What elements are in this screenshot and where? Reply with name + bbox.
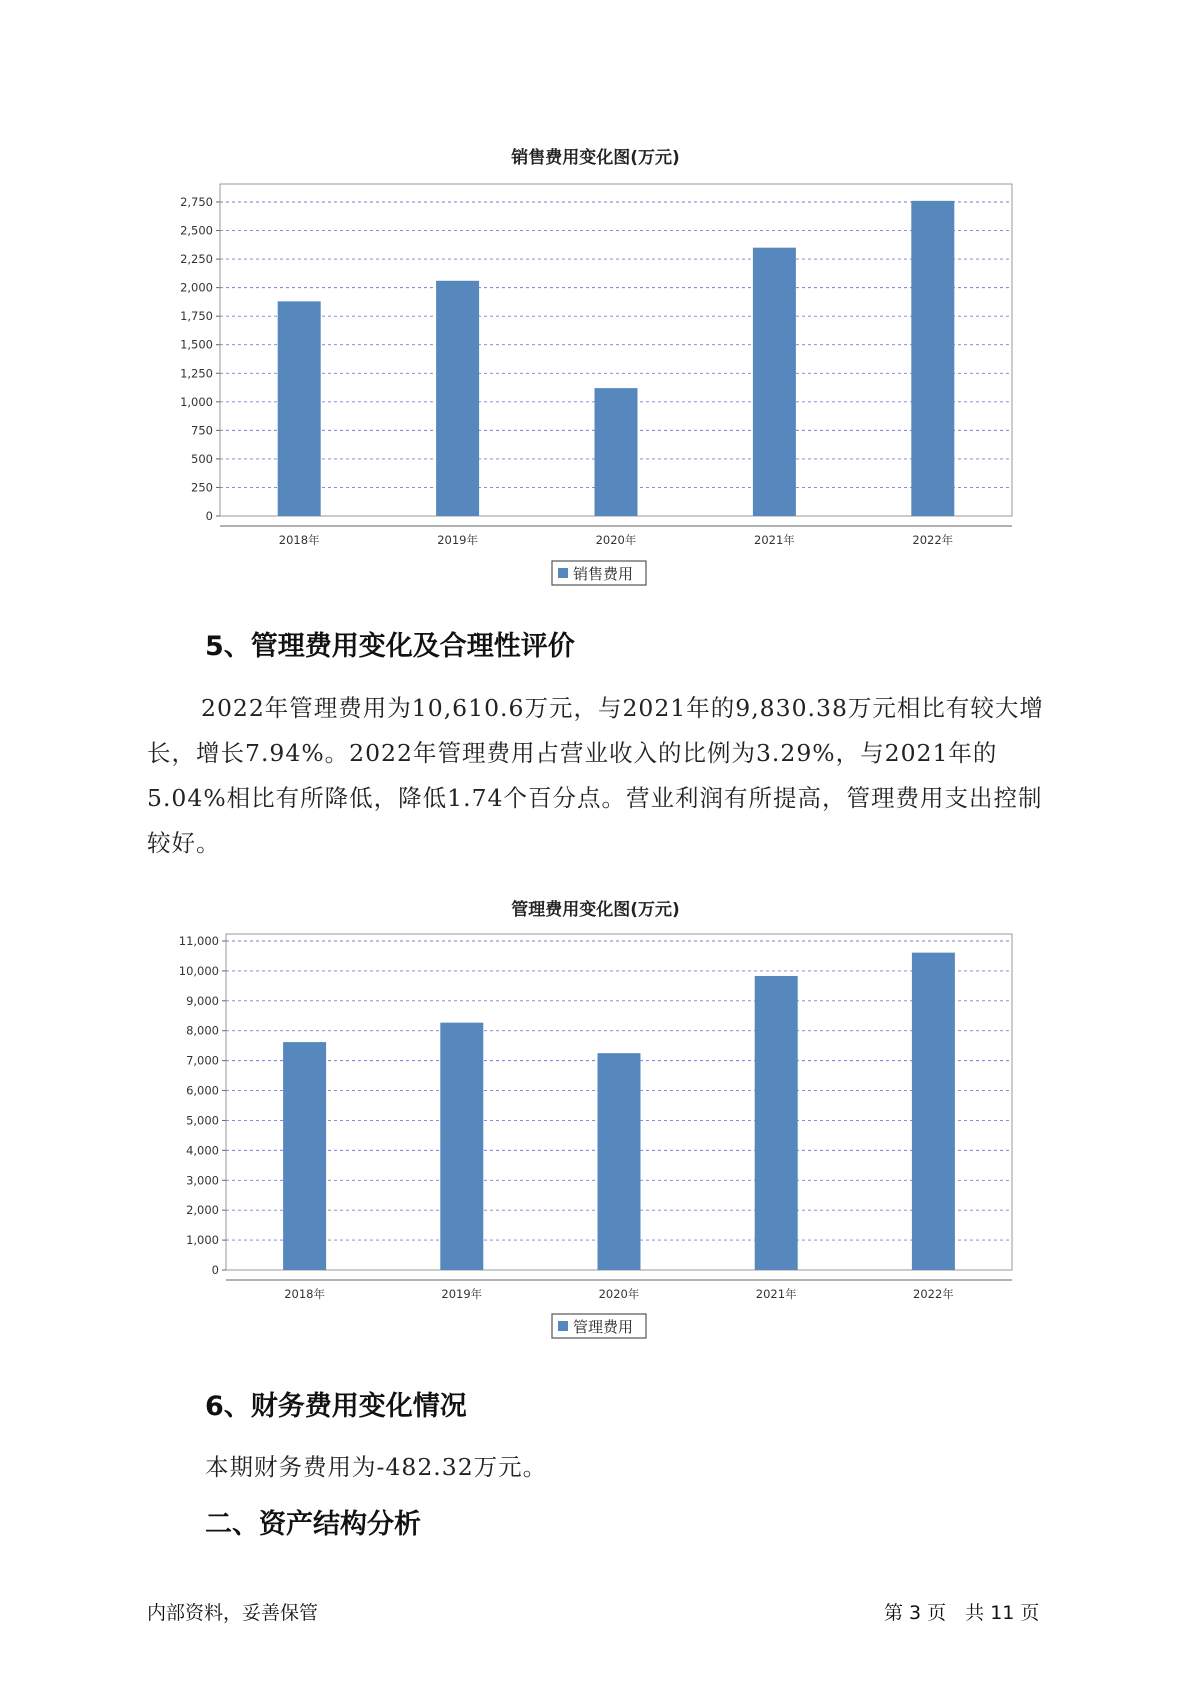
bar bbox=[912, 953, 955, 1270]
y-tick-label: 6,000 bbox=[186, 1083, 219, 1098]
section5-heading: 5、管理费用变化及合理性评价 bbox=[205, 631, 575, 662]
x-tick-label: 2021年 bbox=[754, 533, 795, 547]
y-tick-label: 750 bbox=[191, 423, 213, 438]
y-tick-label: 1,250 bbox=[180, 366, 213, 381]
x-tick-label: 2020年 bbox=[595, 533, 637, 547]
y-tick-label: 1,500 bbox=[180, 337, 213, 352]
bar bbox=[436, 281, 479, 516]
x-tick-label: 2022年 bbox=[912, 533, 954, 547]
bar bbox=[598, 1053, 641, 1270]
bar bbox=[278, 301, 321, 516]
bar bbox=[753, 248, 796, 516]
y-tick-label: 0 bbox=[211, 1263, 219, 1277]
footer-left: 内部资料，妥善保管 bbox=[147, 1602, 319, 1624]
y-tick-label: 1,000 bbox=[180, 394, 213, 409]
x-tick-label: 2018年 bbox=[284, 1287, 325, 1301]
bar bbox=[283, 1042, 326, 1270]
y-tick-label: 500 bbox=[191, 451, 213, 466]
legend-swatch bbox=[558, 1321, 568, 1331]
x-tick-label: 2019年 bbox=[437, 533, 478, 547]
section6-heading: 6、财务费用变化情况 bbox=[205, 1391, 467, 1422]
y-tick-label: 2,250 bbox=[180, 252, 213, 267]
x-tick-label: 2018年 bbox=[278, 533, 320, 547]
chart-title-admin: 管理费用变化图(万元) bbox=[511, 900, 680, 920]
legend-label: 管理费用 bbox=[573, 1318, 634, 1336]
y-tick-label: 4,000 bbox=[186, 1143, 219, 1158]
y-tick-label: 10,000 bbox=[178, 963, 219, 978]
y-tick-label: 2,000 bbox=[186, 1203, 219, 1218]
bar bbox=[755, 976, 798, 1270]
x-tick-label: 2021年 bbox=[755, 1287, 797, 1301]
bar bbox=[440, 1023, 483, 1270]
section-two-heading: 二、资产结构分析 bbox=[205, 1509, 421, 1540]
bar bbox=[595, 388, 638, 516]
legend-swatch bbox=[558, 568, 568, 578]
footer-page-number: 第 3 页 共 11 页 bbox=[884, 1602, 1040, 1624]
y-tick-label: 1,750 bbox=[180, 309, 213, 324]
y-tick-label: 0 bbox=[205, 509, 213, 523]
y-tick-label: 250 bbox=[191, 480, 213, 495]
bar bbox=[911, 201, 954, 516]
y-tick-label: 2,000 bbox=[180, 280, 213, 295]
legend-label: 销售费用 bbox=[573, 565, 634, 583]
section5-paragraph bbox=[147, 686, 1047, 866]
x-tick-label: 2019年 bbox=[441, 1287, 483, 1301]
x-tick-label: 2022年 bbox=[913, 1287, 954, 1301]
y-tick-label: 3,000 bbox=[186, 1173, 219, 1188]
chart-title-sales: 销售费用变化图(万元) bbox=[511, 148, 680, 168]
y-tick-label: 2,500 bbox=[180, 223, 213, 238]
y-tick-label: 7,000 bbox=[186, 1053, 219, 1068]
x-tick-label: 2020年 bbox=[598, 1287, 640, 1301]
y-tick-label: 11,000 bbox=[178, 934, 219, 948]
y-tick-label: 1,000 bbox=[186, 1233, 219, 1248]
y-tick-label: 8,000 bbox=[186, 1023, 219, 1038]
y-tick-label: 5,000 bbox=[186, 1113, 219, 1128]
sales-expense-chart bbox=[0, 170, 1191, 590]
section5-paragraph-text: 2022年管理费用为10,610.6万元，与2021年的9,830.38万元相比有较大增长，增长7.94%。2022年管理费用占营业收入的比例为3.29%，与2021年的5.04%相比有所降低，降低1.74个百分点。营业利润有所提高，管理费用支出控制较好。 bbox=[147, 694, 1044, 857]
y-tick-label: 9,000 bbox=[186, 993, 219, 1008]
section6-text: 本期财务费用为-482.32万元。 bbox=[205, 1453, 548, 1481]
admin-expense-chart bbox=[0, 920, 1191, 1340]
y-tick-label: 2,750 bbox=[180, 195, 213, 209]
